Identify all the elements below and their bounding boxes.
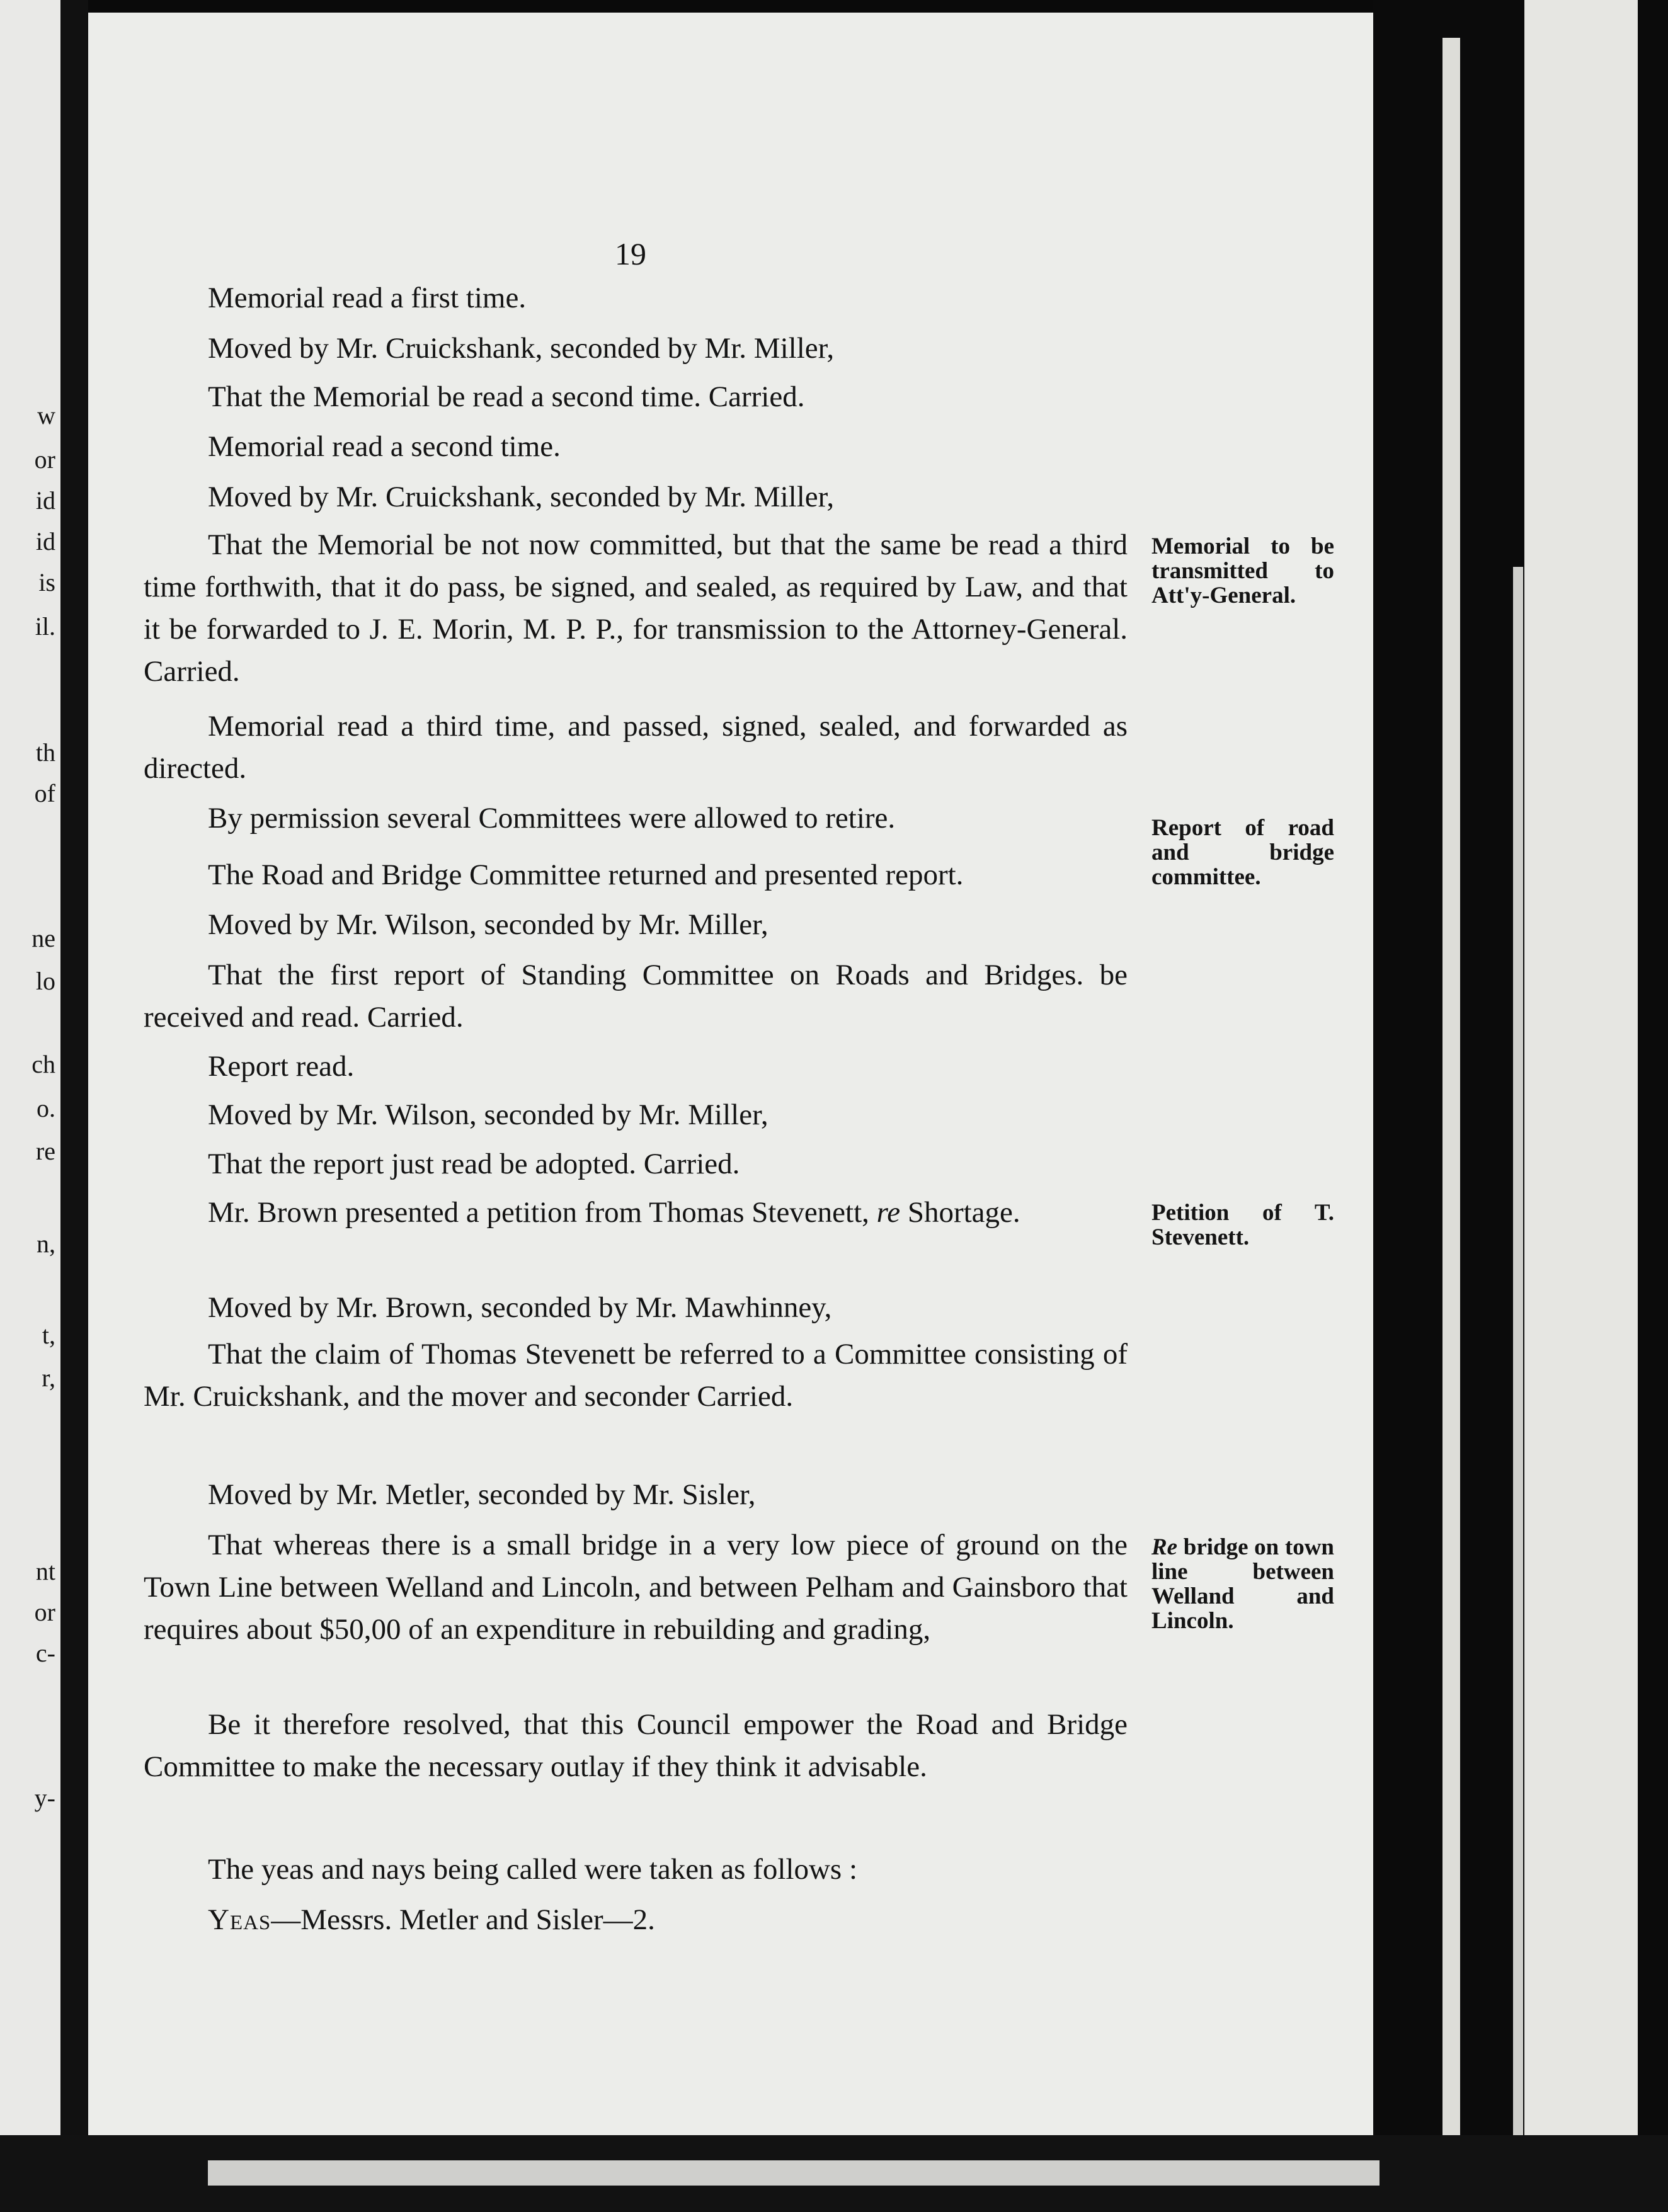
minutes-paragraph: Moved by Mr. Cruickshank, seconded by Mr. Miller, — [208, 481, 835, 513]
minutes-paragraph: That the report just read be adopted. Carried. — [208, 1148, 740, 1180]
minutes-paragraph: That the Memorial be not now committed, but that the same be read a third time forthwith, that it do pass, be signed, and sealed, as required by Law, and that it be forwarded to J. E. Morin, M. P. P., for transmission to the Attorney-General. Carried. — [144, 528, 1128, 688]
left-page-fragment: id — [35, 527, 55, 556]
left-page-fragment: n, — [37, 1229, 55, 1258]
petition-subject: Shortage. — [907, 1196, 1020, 1229]
minutes-paragraph — [144, 1192, 1128, 1234]
left-page-fragment: r, — [42, 1364, 55, 1392]
left-page-fragment: th — [35, 738, 55, 767]
minutes-paragraph: Memorial read a first time. — [208, 282, 527, 314]
minutes-paragraph: That the claim of Thomas Stevenett be referred to a Committee consisting of Mr. Cruickshank, and the mover and seconder Carried. — [144, 1338, 1128, 1413]
yeas-label: Yeas — [208, 1903, 271, 1936]
page-bottom-strip — [208, 2160, 1380, 2186]
page-edge-strip — [1524, 0, 1638, 2212]
left-page-fragment: re — [35, 1137, 55, 1165]
margin-note: Memorial to be transmitted to Att'y-General. — [1151, 533, 1334, 608]
page-number: 19 — [615, 236, 646, 271]
minutes-paragraph: Moved by Mr. Metler, seconded by Mr. Sisler, — [208, 1478, 756, 1511]
margin-note-text: bridge on town line between Welland and Lincoln. — [1151, 1534, 1334, 1634]
page-edge-strip — [1442, 38, 1460, 2135]
petition-text: Mr. Brown presented a petition from Thomas Stevenett, — [208, 1196, 869, 1229]
minutes-paragraph: That the Memorial be read a second time. Carried. — [208, 380, 805, 413]
margin-note — [1151, 1535, 1334, 1633]
yeas-text: —Messrs. Metler and Sisler—2. — [271, 1903, 655, 1936]
left-page-fragment: nt — [35, 1557, 55, 1585]
margin-note: Petition of T. Stevenett. — [1151, 1200, 1334, 1250]
margin-note: Report of road and bridge committee. — [1151, 815, 1334, 890]
left-page-fragment: o. — [37, 1094, 55, 1122]
minutes-paragraph: Moved by Mr. Brown, seconded by Mr. Mawhinney, — [208, 1291, 832, 1324]
minutes-paragraph: Memorial read a second time. — [208, 430, 561, 463]
page-edge-strip — [1513, 567, 1523, 2141]
minutes-paragraph: That the first report of Standing Committee on Roads and Bridges. be received and read. Carried. — [144, 959, 1128, 1034]
left-page-fragment: ne — [31, 924, 55, 952]
minutes-paragraph: Report read. — [208, 1050, 355, 1083]
left-page-edge — [0, 0, 60, 2167]
minutes-paragraph: Moved by Mr. Wilson, seconded by Mr. Miller, — [208, 1098, 768, 1131]
minutes-paragraph: By permission several Committees were allowed to retire. — [208, 802, 896, 835]
left-page-fragment: or — [34, 445, 55, 474]
left-page-fragment: is — [38, 568, 55, 596]
minutes-paragraph: The yeas and nays being called were taken as follows : — [208, 1853, 858, 1886]
left-page-fragment: c- — [35, 1639, 55, 1667]
minutes-paragraph: Moved by Mr. Cruickshank, seconded by Mr. Miller, — [208, 332, 835, 365]
minutes-paragraph: That whereas there is a small bridge in a very low piece of ground on the Town Line between Welland and Lincoln, and between Pelham and Gainsboro that requires about $50,00 of an expenditure in rebuilding and grading, — [144, 1529, 1128, 1646]
left-page-fragment: il. — [35, 612, 55, 641]
book-gutter — [60, 0, 88, 2212]
left-page-fragment: of — [34, 779, 55, 807]
petition-re: re — [876, 1196, 901, 1229]
left-page-fragment: t, — [42, 1321, 55, 1349]
left-page-fragment: or — [34, 1598, 55, 1626]
left-page-fragment: lo — [35, 967, 55, 995]
minutes-paragraph: The Road and Bridge Committee returned and presented report. — [208, 858, 964, 891]
left-page-fragment: ch — [31, 1050, 55, 1078]
minutes-paragraph: Memorial read a third time, and passed, signed, sealed, and forwarded as directed. — [144, 710, 1128, 785]
margin-note-re: Re — [1151, 1534, 1178, 1560]
minutes-paragraph: Moved by Mr. Wilson, seconded by Mr. Miller, — [208, 908, 768, 941]
minutes-paragraph: Be it therefore resolved, that this Council empower the Road and Bridge Committee to make the necessary outlay if they think it advisable. — [144, 1708, 1128, 1783]
left-page-fragment: id — [35, 486, 55, 515]
left-page-fragment: y- — [34, 1784, 55, 1812]
vote-record — [208, 1899, 1128, 1941]
left-page-fragment: w — [37, 401, 55, 430]
